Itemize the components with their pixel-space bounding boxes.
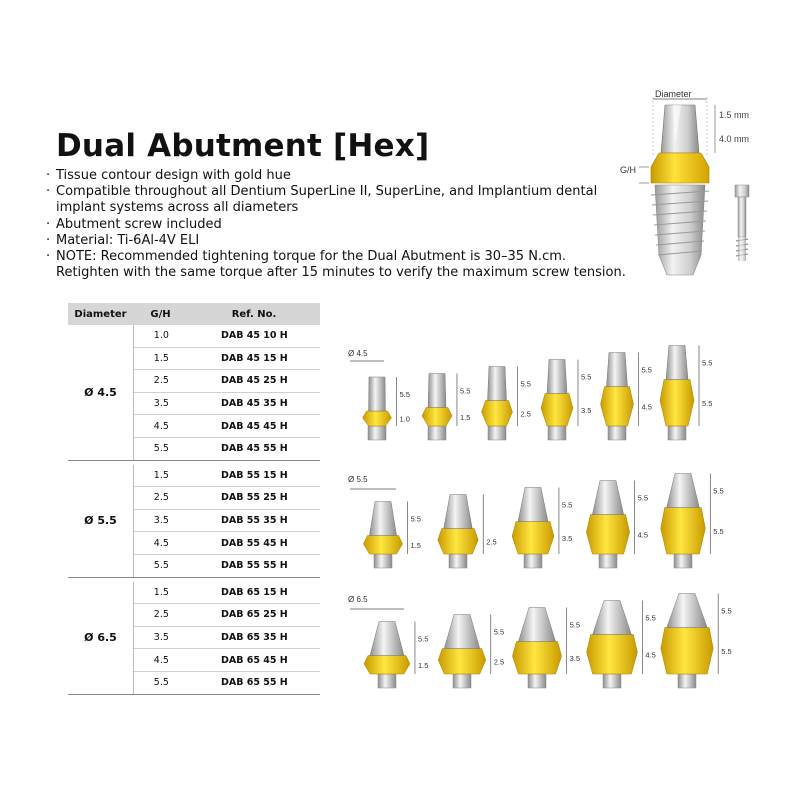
table-group [68, 582, 320, 695]
ref-cell: DAB 45 35 H [220, 398, 288, 410]
product-row-45 [340, 340, 720, 450]
post-height-label: 5.5 [645, 613, 656, 623]
abutment-image [661, 594, 732, 689]
ref-cell: DAB 45 15 H [220, 352, 288, 364]
gh-cell: 3.5 [153, 515, 169, 527]
diameter-label: Diameter [655, 89, 692, 99]
ref-cell: DAB 45 25 H [220, 375, 288, 387]
table-row [134, 604, 320, 627]
table-header [68, 303, 320, 325]
diameter-cell: Ø 4.5 [84, 385, 117, 399]
table-row [134, 348, 320, 371]
diameter-dim-label: Ø 4.5 [348, 349, 368, 358]
table-row [134, 672, 320, 694]
table-row [134, 415, 320, 438]
abutment-image [482, 367, 531, 441]
gh-cell: 4.5 [153, 420, 169, 432]
gh-cell: 1.5 [153, 469, 169, 481]
abutment-image [661, 474, 724, 569]
post-height-label: 5.5 [410, 514, 421, 524]
feature-item: · Abutment screw included [46, 217, 626, 233]
gh-cell: 4.5 [153, 654, 169, 666]
ref-cell: DAB 55 45 H [220, 537, 288, 549]
table-group [68, 465, 320, 578]
diameter-cell: Ø 6.5 [84, 631, 117, 645]
diameter-dim-label: Ø 6.5 [348, 595, 368, 604]
abutment-image [363, 502, 421, 569]
gh-height-label: 3.5 [561, 533, 573, 543]
abutment-image [364, 622, 428, 689]
gh-height-label: 3.5 [580, 405, 592, 415]
product-row-65 [340, 588, 732, 698]
diameter-dim-label: Ø 5.5 [348, 475, 368, 484]
ref-cell: DAB 55 55 H [220, 560, 288, 572]
ref-cell: DAB 55 35 H [220, 515, 288, 527]
gh-cell: 5.5 [153, 443, 169, 455]
dim-label: 1.5 mm [719, 110, 750, 120]
feature-item: · NOTE: Recommended tightening torque for the Dual Abutment is 30–35 N.cm. Retighten with the same torque after 15 minutes to verify the maximum screw tension. [46, 249, 626, 281]
abutment-image [422, 374, 470, 441]
diameter-cell: Ø 5.5 [84, 514, 117, 528]
abutment-image [438, 615, 504, 689]
gh-height-label: 3.5 [569, 653, 581, 663]
page-title: Dual Abutment [Hex] [56, 128, 430, 164]
post-height-label: 5.5 [520, 379, 531, 389]
gh-height-label: 5.5 [721, 646, 732, 656]
feature-item: · Compatible throughout all Dentium SuperLine II, SuperLine, and Implantium dental implant systems across all diameters [46, 184, 626, 216]
table-row [134, 393, 320, 416]
ref-cell: DAB 45 10 H [220, 330, 288, 342]
post-height-label: 5.5 [399, 390, 410, 399]
abutment-image [587, 601, 656, 689]
post-height-label: 5.5 [637, 493, 649, 503]
gh-cell: 1.0 [153, 330, 169, 342]
gh-height-label: 1.5 [459, 412, 471, 422]
reference-table [68, 303, 320, 695]
gh-cell: 5.5 [153, 677, 169, 689]
gh-cell: 4.5 [153, 537, 169, 549]
table-row [134, 465, 320, 488]
abutment-image [363, 377, 410, 440]
gh-height-label: 1.5 [417, 660, 429, 670]
abutment-image [438, 495, 497, 569]
abutment-image [541, 360, 591, 441]
abutment-image [512, 488, 572, 569]
gh-cell: 1.5 [153, 586, 169, 598]
post-height-label: 5.5 [641, 365, 652, 375]
ref-cell: DAB 45 55 H [220, 443, 288, 455]
header-diameter: Diameter [74, 308, 127, 320]
abutment-image [586, 481, 648, 569]
gh-cell: 5.5 [153, 560, 169, 572]
post-height-label: 5.5 [580, 372, 592, 382]
gh-height-label: 4.5 [637, 530, 649, 540]
gh-height-label: 1.0 [399, 414, 410, 424]
gh-height-label: 4.5 [645, 650, 656, 660]
implant-diagram [615, 85, 795, 285]
gh-cell: 3.5 [153, 398, 169, 410]
feature-list [46, 168, 626, 281]
gh-cell: 3.5 [153, 632, 169, 644]
gh-label: G/H [620, 165, 637, 175]
gh-height-label: 2.5 [486, 537, 497, 547]
gh-height-label: 2.5 [520, 409, 531, 419]
ref-cell: DAB 55 25 H [220, 492, 288, 504]
gh-cell: 2.5 [153, 375, 169, 387]
ref-cell: DAB 45 45 H [220, 420, 288, 432]
gh-cell: 1.5 [153, 352, 169, 364]
post-height-label: 5.5 [569, 620, 581, 630]
ref-cell: DAB 65 25 H [220, 609, 288, 621]
table-row [134, 438, 320, 460]
table-row [134, 487, 320, 510]
table-row [134, 555, 320, 577]
post-height-label: 5.5 [459, 386, 471, 396]
table-row [134, 532, 320, 555]
table-row [134, 582, 320, 605]
post-height-label: 5.5 [713, 486, 724, 496]
header-gh: G/H [150, 308, 171, 320]
gh-height-label: 5.5 [702, 398, 713, 408]
feature-item: · Tissue contour design with gold hue [46, 168, 626, 184]
table-row [134, 510, 320, 533]
gh-cell: 2.5 [153, 492, 169, 504]
table-row [134, 370, 320, 393]
gh-cell: 2.5 [153, 609, 169, 621]
post-height-label: 5.5 [561, 500, 573, 510]
table-row [134, 627, 320, 650]
post-height-label: 5.5 [702, 358, 713, 368]
gh-height-label: 2.5 [493, 657, 505, 667]
ref-cell: DAB 65 15 H [220, 586, 288, 598]
feature-item: · Material: Ti-6Al-4V ELI [46, 233, 626, 249]
ref-cell: DAB 55 15 H [220, 469, 288, 481]
header-ref: Ref. No. [231, 308, 277, 320]
gh-height-label: 4.5 [641, 402, 652, 412]
abutment-image [601, 353, 652, 441]
abutment-image [512, 608, 580, 689]
post-height-label: 5.5 [721, 606, 732, 616]
gh-height-label: 1.5 [410, 540, 421, 550]
abutment-image [660, 346, 712, 441]
product-row-55 [340, 468, 724, 578]
ref-cell: DAB 65 35 H [220, 632, 288, 644]
dim-label: 4.0 mm [719, 134, 750, 144]
table-group [68, 325, 320, 461]
ref-cell: DAB 65 45 H [220, 654, 288, 666]
post-height-label: 5.5 [417, 634, 429, 644]
ref-cell: DAB 65 55 H [220, 677, 288, 689]
post-height-label: 5.5 [493, 627, 505, 637]
table-row [134, 325, 320, 348]
table-row [134, 649, 320, 672]
gh-height-label: 5.5 [713, 526, 724, 536]
